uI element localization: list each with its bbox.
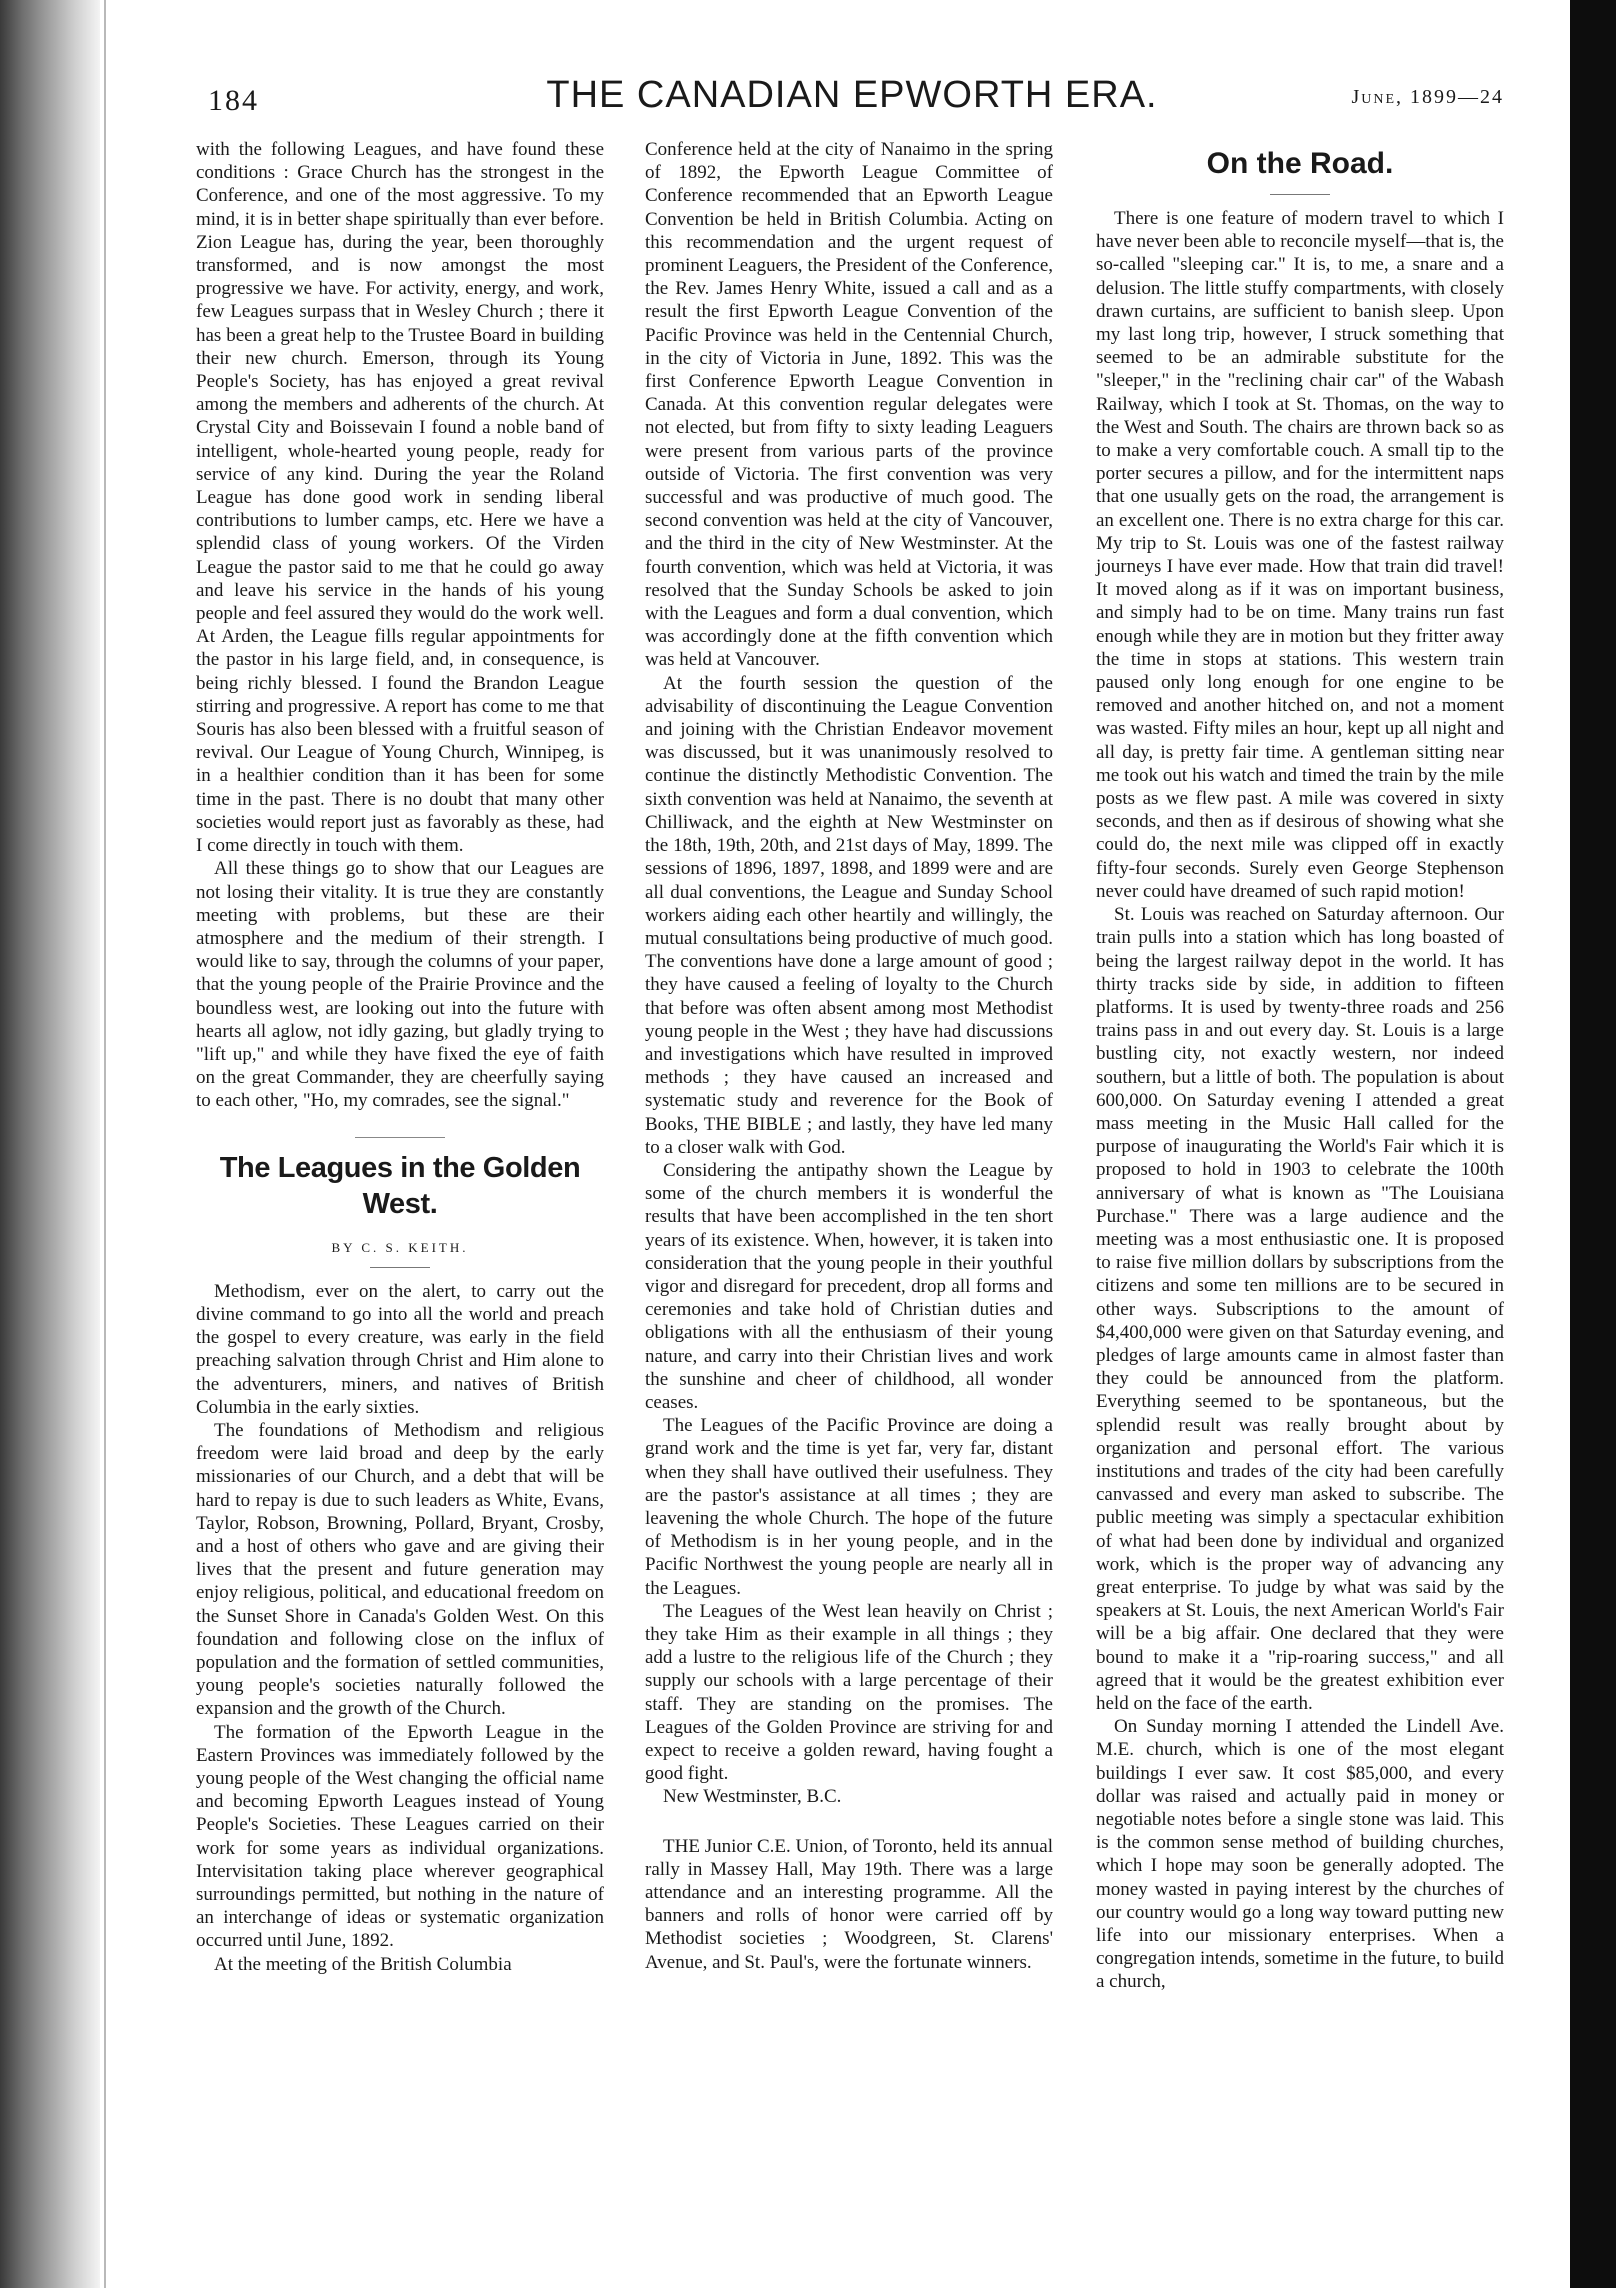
- paragraph: There is one feature of modern travel to which I have never been able to reconcile myself—that is, the so-called "sleeping car." It is, to me, a snare and a delusion. The little stuffy compartments, with closely drawn curtains, are sufficient to banish sleep. Upon my last long trip, however, I struck something that seemed to be an admirable substitute for the "sleeper," in the "reclining chair car" of the Wabash Railway, which I took at St. Thomas, on the way to the West and South. The chairs are thrown back so as to make a very comfortable couch. A small tip to the porter secures a pillow, and for the intermittent naps that one usually gets on the road, the arrangement is an excellent one. There is no extra charge for this car. My trip to St. Louis was one of the fastest railway journeys I have ever made. How that train did travel! It moved along as if it was on important business, and simply had to be on time. Many trains run fast enough while they are in motion but they fritter away the time in stops at stations. This western train paused only long enough for one engine to be removed and another hitched on, and not a moment was wasted. Fifty miles an hour, kept up all night and all day, is pretty fair time. A gentleman sitting near me took out his watch and timed the train by the mile posts as we flew past. A mile was covered in sixty seconds, and then as if desirous of showing what she could do, the next mile was clipped off in exactly fifty-four seconds. Surely even George Stephenson never could have dreamed of such rapid motion!: [1096, 208, 1504, 902]
- page-number: 184: [208, 84, 259, 117]
- book-binding-edge: [0, 0, 100, 2288]
- paragraph: Methodism, ever on the alert, to carry out the divine command to go into all the world and preach the gospel to every creature, was early in the field preaching salvation through Christ and Him alone to the adventurers, miners, and natives of British Columbia in the early sixties.: [196, 1280, 604, 1418]
- column-3: [1096, 138, 1504, 1994]
- junior-ce-notice: THE Junior C.E. Union, of Toronto, held its annual rally in Massey Hall, May 19th. There was a large attendance and an interesting programme. All the banners and rolls of honor were carried off by Methodist societies ; Woodgreen, St. Clarens' Avenue, and St. Paul's, were the fortunate winners.: [645, 1835, 1053, 1973]
- gutter-line: [104, 0, 106, 2288]
- title-rule: [1270, 194, 1330, 195]
- paragraph: The formation of the Epworth League in the Eastern Provinces was immediately followed by the young people of the West changing the official name and becoming Epworth Leagues instead of Young People's Societies. These Leagues carried on their work for some years as individual organizations. Intervisitation taking place wherever geographical surroundings permitted, but nothing in the nature of an interchange of ideas or systematic organization occurred until June, 1892.: [196, 1721, 604, 1952]
- article-title-golden-west: The Leagues in the Golden West.: [219, 1151, 581, 1220]
- paragraph: Conference held at the city of Nanaimo in the spring of 1892, the Epworth League Committee of Conference recommended that an Epworth League Convention be held in British Columbia. Acting on this recommendation and the urgent request of prominent Leaguers, the President of the Conference, the Rev. James Henry White, issued a call and as a result the first Epworth League Convention of the Pacific Province was held in the Centennial Church, in the city of Victoria in June, 1892. This was the first Conference Epworth League Convention in Canada. At this convention regular delegates were not elected, but from fifty to sixty leading Leaguers were present from various parts of the province outside of Victoria. The first convention was very successful and was productive of much good. The second convention was held at the city of Vancouver, and the third in the city of New Westminster. At the fourth convention, which was held at Victoria, it was resolved that the Sunday Schools be asked to join with the Leagues and form a dual convention, which was accordingly done at the fifth convention which was held at Vancouver.: [645, 139, 1053, 671]
- paragraph: Considering the antipathy shown the League by some of the church members it is wonderful the results that have been accomplished in the ten short years of its existence. When, however, it is taken into consideration that the young people in their youthful vigor and disregard for precedent, drop all forms and ceremonies and take hold of Christian duties and obligations with all the enthusiasm of their young nature, and carry into their Christian lives and work the sunshine and cheer of childhood, all wonder ceases.: [645, 1159, 1053, 1413]
- paragraph: St. Louis was reached on Saturday afternoon. Our train pulls into a station which has long boasted of being the largest railway depot in the world. It has thirty tracks side by side, in addition to fifteen platforms. It is used by twenty-three roads and 256 trains pass in and out every day. St. Louis is a large bustling city, not exactly western, nor indeed southern, but a little of both. The population is about 600,000. On Saturday evening I attended a great mass meeting in the Music Hall called for the purpose of inaugurating the World's Fair which it is proposed to hold in 1903 to celebrate the 100th anniversary of what is known as "The Louisiana Purchase." There was a large audience and the meeting was a most enthusiastic one. It is proposed to raise five million dollars by subscriptions from the citizens and some ten millions are to be secured in other ways. Subscriptions to the amount of $4,400,000 were given on that Saturday evening, and pledges of large amounts came in almost faster than they could be announced from the platform. Everything seemed to be spontaneous, but the splendid result was really brought about by organization and personal effort. The various institutions and trades of the city had been carefully canvassed and every man asked to subscribe. The public meeting was simply a spectacular exhibition of what had been done by individual and organized work, which is the proper way of advancing any great enterprise. To judge by what was said by the speakers at St. Louis, the next American World's Fair will be a big affair. One declared that they were bound to make it a "rip-roaring success," and all agreed that it would be the greatest exhibition ever held on the face of the earth.: [1096, 904, 1504, 1714]
- paragraph: with the following Leagues, and have found these conditions : Grace Church has the strongest in the Conference, and one of the most aggressive. To my mind, it is in better shape spiritually than ever before. Zion League has, during the year, been thoroughly transformed, and is now amongst the most progressive we have. For activity, energy, and work, few Leagues surpass that in Wesley Church ; there it has been a great help to the Trustee Board in building their new church. Emerson, through its Young People's Society, has has enjoyed a great revival among the members and adherents of the church. At Crystal City and Boissevain I found a noble band of intelligent, whole-hearted young people, ready for service of any kind. During the year the Roland League has done good work in sending liberal contributions to lumber camps, etc. Here we have a splendid class of young workers. Of the Virden League the pastor said to me that he could go away and leave his service in the hands of his young people and feel assured they would do the work well. At Arden, the League fills regular appointments for the pastor in his large field, and, in consequence, is being richly blessed. I found the Brandon League stirring and progressive. A report has come to me that Souris has also been blessed with a fruitful season of revival. Our League of Young Church, Winnipeg, is in a healthier condition than it has been for some time in the past. There is no doubt that many other societies would report just as favorably as these, had I come directly in touch with them.: [196, 139, 604, 857]
- scan-right-edge: [1570, 0, 1616, 2288]
- column-1: [196, 138, 604, 1976]
- paragraph: The Leagues of the Pacific Province are doing a grand work and the time is yet far, very far, distant when they shall have outlived their usefulness. They are the pastor's assistance at all times ; they are leavening the whole Church. The hope of the future of Methodism is in her young people, and in the Pacific Northwest the young people are nearly all in the Leagues.: [645, 1415, 1053, 1599]
- paragraph: At the meeting of the British Columbia: [214, 1953, 512, 1975]
- issue-date: June, 1899—24: [1351, 86, 1504, 108]
- signoff: New Westminster, B.C.: [663, 1786, 842, 1808]
- paragraph: The Leagues of the West lean heavily on Christ ; they take Him as their example in all things ; they add a lustre to the religious life of the Church ; they supply our schools with a large percentage of their staff. They are standing on the promises. The Leagues of the Golden Province are striving for and expect to receive a golden reward, having fought a good fight.: [645, 1600, 1053, 1785]
- paragraph: On Sunday morning I attended the Lindell Ave. M.E. church, which is one of the most elegant buildings I ever saw. It cost $85,000, and every dollar was raised and actually paid in money or negotiable notes before a single stone was laid. This is the common sense method of building churches, which I hope may soon be generally adopted. The money wasted in paying interest by the churches of our country would go a long way toward putting new life into our missionary enterprises. When a congregation intends, sometime in the future, to build a church,: [1096, 1716, 1504, 1993]
- paragraph: All these things go to show that our Leagues are not losing their vitality. It is true they are constantly meeting with problems, but these are their atmosphere and the medium of their strength. I would like to say, through the columns of your paper, that the young people of the Prairie Province and the boundless west, are looking out into the future with hearts all aglow, not idly gazing, but gladly trying to "lift up," and while they have fixed the eye of faith on the great Commander, they are cheerfully saying to each other, "Ho, my comrades, see the signal.": [196, 858, 604, 1112]
- notice-spacer: [645, 1809, 1053, 1835]
- magazine-page: [196, 70, 1508, 2260]
- paragraph: The foundations of Methodism and religious freedom were laid broad and deep by the early missionaries of our Church, and a debt that will be hard to repay is due to such leaders as White, Evans, Taylor, Robson, Browning, Pollard, Bryant, Crosby, and a host of others who gave and are giving their lives that the present and future generation may enjoy religious, political, and educational freedom on the Sunset Shore in Canada's Golden West. On this foundation and following close on the influx of population and the formation of settled communities, young people's societies naturally followed the expansion and the growth of the Church.: [196, 1419, 604, 1720]
- journal-title: THE CANADIAN EPWORTH ERA.: [546, 74, 1158, 116]
- section-divider: [355, 1137, 445, 1138]
- byline: BY C. S. KEITH.: [331, 1239, 469, 1255]
- byline-rule: [370, 1267, 430, 1268]
- column-2: [645, 138, 1053, 1974]
- article-title-on-the-road: On the Road.: [1206, 147, 1394, 180]
- page-header: [196, 70, 1508, 130]
- paragraph: At the fourth session the question of the advisability of discontinuing the League Convention and joining with the Christian Endeavor movement was discussed, but it was unanimously resolved to continue the distinctly Methodistic Convention. The sixth convention was held at Nanaimo, the seventh at Chilliwack, and the eighth at New Westminster on the 18th, 19th, 20th, and 21st days of May, 1899. The sessions of 1896, 1897, 1898, and 1899 were and are all dual conventions, the League and Sunday School workers aiding each other heartily and willingly, the mutual consultations being productive of much good. The conventions have done a large amount of good ; they have caused a feeling of loyalty to the Church that before was often absent among most Methodist young people in the West ; they have had discussions and investigations which have resulted in improved methods ; they have caused an increased and systematic study and reverence for the Book of Books, THE BIBLE ; and lastly, they have led many to a closer walk with God.: [645, 672, 1053, 1158]
